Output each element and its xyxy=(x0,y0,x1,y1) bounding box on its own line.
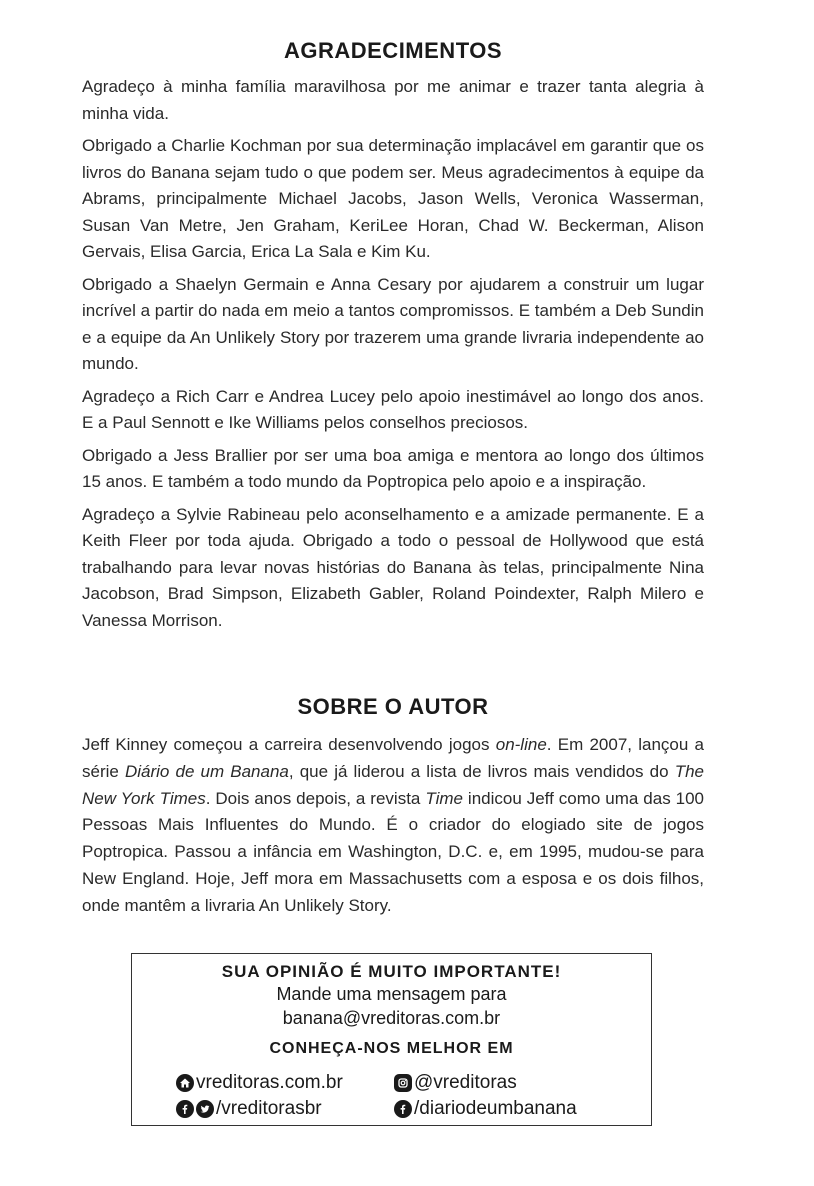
facebook-diary-link[interactable] xyxy=(394,1098,577,1120)
contact-box-message-line: Mande uma mensagem para xyxy=(276,984,507,1004)
text-fragment: , que já liderou a lista de livros mais vendidos do xyxy=(288,761,675,781)
home-icon xyxy=(176,1074,194,1092)
contact-box-title: SUA OPINIÃO É MUITO IMPORTANTE! xyxy=(221,962,562,981)
contact-box xyxy=(131,953,652,1126)
facebook-twitter-text: /vreditorasbr xyxy=(216,1098,322,1119)
social-row xyxy=(176,1070,616,1096)
contact-email[interactable]: banana@vreditoras.com.br xyxy=(282,1008,501,1028)
magazine-title: Time xyxy=(425,788,463,808)
instagram-text: @vreditoras xyxy=(414,1072,517,1093)
acknowledgements-paragraph: Obrigado a Jess Brallier por ser uma boa amiga e mentora ao longo dos últimos 15 anos. E também a todo mundo da Poptropica pelo apoio e a inspiração. xyxy=(82,445,704,491)
italic-fragment: on-line xyxy=(495,735,547,754)
social-row xyxy=(176,1096,616,1122)
instagram-icon xyxy=(394,1074,412,1092)
book-series-title: Diário de um Banana xyxy=(124,761,289,781)
text-fragment: . Em 2007, lançou a série xyxy=(82,735,704,781)
twitter-icon xyxy=(196,1100,214,1118)
acknowledgements-body xyxy=(82,74,704,640)
acknowledgements-paragraph: Obrigado a Shaelyn Germain e Anna Cesary por ajudarem a construir um lugar incrível a partir do nada em meio a tantos compromissos. E também a Deb Sundin e a equipe da An Unlikely Story por trazerem uma grande livraria independente ao mundo. xyxy=(82,274,704,373)
instagram-link[interactable] xyxy=(394,1072,517,1094)
acknowledgements-paragraph: Agradeço a Rich Carr e Andrea Lucey pelo apoio inestimável ao longo dos anos. E a Paul Sennott e Ike Williams pelos conselhos preciosos. xyxy=(82,386,704,432)
facebook-icon xyxy=(394,1100,412,1118)
acknowledgements-paragraph: Obrigado a Charlie Kochman por sua determinação implacável em garantir que os livros do Banana sejam tudo o que podem ser. Meus agradecimentos à equipe da Abrams, principalmente Michael Jacobs, Jason Wells, Veronica Wasserman, Susan Van Metre, Jen Graham, KeriLee Horan, Chad W. Beckerman, Alison Gervais, Elisa Garcia, Erica La Sala e Kim Ku. xyxy=(82,136,704,261)
about-author-body xyxy=(82,732,704,926)
newspaper-title: The New York Times xyxy=(82,761,704,808)
contact-box-subtitle: CONHEÇA-NOS MELHOR EM xyxy=(269,1040,514,1057)
acknowledgements-paragraph: Agradeço à minha família maravilhosa por me animar e trazer tanta alegria à minha vida. xyxy=(82,77,704,123)
facebook-diary-text: /diariodeumbanana xyxy=(414,1098,577,1119)
text-fragment: Jeff Kinney começou a carreira desenvolvendo jogos xyxy=(82,735,496,754)
acknowledgements-paragraph: Agradeço a Sylvie Rabineau pelo aconselhamento e a amizade permanente. E a Keith Fleer por toda ajuda. Obrigado a todo o pessoal de Hollywood que está trabalhando para levar novas histórias do Banana às telas, principalmente Nina Jacobson, Brad Simpson, Elizabeth Gabler, Roland Poindexter, Ralph Milero e Vanessa Morrison. xyxy=(82,504,704,630)
facebook-icon xyxy=(176,1100,194,1118)
acknowledgements-title: AGRADECIMENTOS xyxy=(283,38,503,63)
facebook-twitter-link[interactable] xyxy=(176,1098,394,1120)
website-text: vreditoras.com.br xyxy=(196,1072,343,1093)
text-fragment: indicou Jeff como uma das 100 Pessoas Mais Influentes do Mundo. É o criador do elogiado site de jogos Poptropica. Passou a infância em Washington, D.C. e, em 1995, mudou-se para New England. Hoje, Jeff mora em Massachusetts com a esposa e os dois filhos, onde mantêm a livraria An Unlikely Story. xyxy=(82,788,704,915)
social-links xyxy=(176,1070,616,1122)
website-link[interactable] xyxy=(176,1072,394,1094)
about-author-title: SOBRE O AUTOR xyxy=(297,694,489,719)
about-author-paragraph xyxy=(82,732,704,920)
text-fragment: . Dois anos depois, a revista xyxy=(205,788,426,808)
